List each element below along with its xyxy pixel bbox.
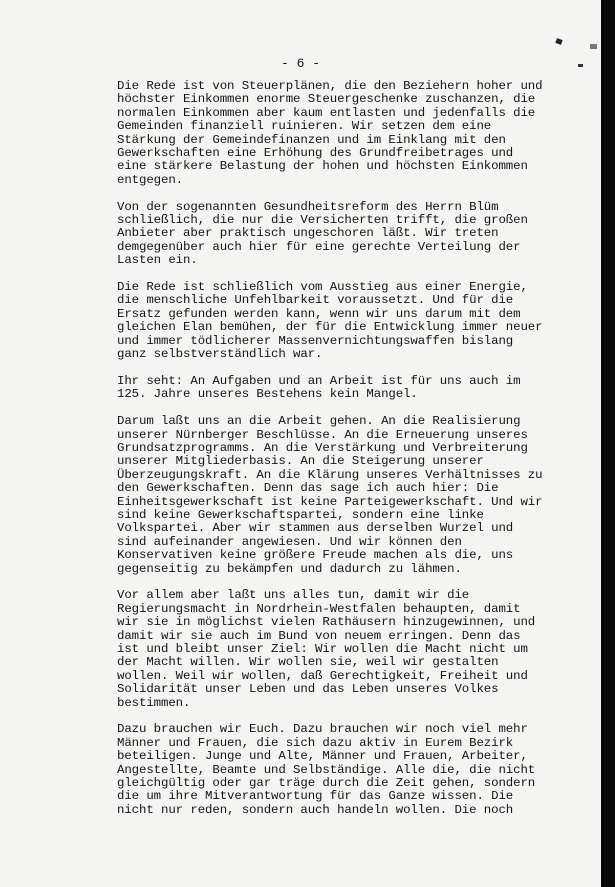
text-line: gegenseitig zu bekämpfen und dadurch zu lähmen. [117,561,462,576]
text-line: unserer Mitgliederbasis. An die Steigerung unserer [117,454,484,469]
scan-mark [578,64,583,67]
scan-edge [601,0,615,887]
text-line: sind aufeinander angewiesen. Und wir können den [117,534,462,549]
paragraph [117,375,597,402]
text-line: Gemeinden finanziell ruinieren. Wir setzen dem eine [117,119,492,134]
text-line: sind keine Gewerkschaftspartei, sondern eine linke [117,507,484,522]
text-line: gleichen Elan bemühen, der für die Entwicklung immer neuer [117,320,543,335]
text-line: Überzeugungskraft. An die Klärung unseres Verhältnisses zu [117,467,543,482]
text-line: die menschliche Unfehlbarkeit voraussetzt. Und für die [117,293,514,308]
text-line: die um ihre Mitverantwortung für das Ganze wissen. Die [117,789,514,804]
paragraph [117,589,597,710]
text-line: Ersatz gefunden werden kann, wenn wir uns darum mit dem [117,306,521,321]
scan-mark [555,38,562,45]
text-line: Die Rede ist schließlich vom Ausstieg aus einer Energie, [117,280,528,295]
text-line: Ihr seht: An Aufgaben und an Arbeit ist für uns auch im [117,373,521,388]
text-line: gleichgültig oder gar träge durch die Zeit gehen, sondern [117,776,536,791]
text-line: nicht nur reden, sondern auch handeln wollen. Die noch [117,802,514,817]
text-line: 125. Jahre unseres Bestehens kein Mangel. [117,387,418,402]
text-line: Solidarität unser Leben und das Leben unseres Volkes [117,682,499,697]
text-line: höchster Einkommen enorme Steuergeschenke zuschanzen, die [117,92,536,107]
paragraph [117,281,597,361]
text-line: und immer tödlicherer Massenvernichtungswaffen bislang [117,333,514,348]
text-line: eine stärkere Belastung der hohen und höchsten Einkommen [117,159,528,174]
text-line: den Gewerkschaften. Denn das sage ich auch hier: Die [117,481,499,496]
text-line: damit wir sie auch im Bund von neuem erringen. Denn das [117,628,521,643]
text-line: Darum laßt uns an die Arbeit gehen. An die Realisierung [117,414,521,429]
text-line: Lasten ein. [117,253,198,268]
text-line: schließlich, die nur die Versicherten trifft, die großen [117,213,528,228]
text-line: ganz selbstverständlich war. [117,347,323,362]
paragraph [117,201,597,268]
text-line: Einheitsgewerkschaft ist keine Parteigewerkschaft. Und wir [117,494,543,509]
text-line: normalen Einkommen aber kaum entlasten und jedenfalls die [117,105,536,120]
text-line: Dazu brauchen wir Euch. Dazu brauchen wir noch viel mehr [117,722,528,737]
text-line: demgegenüber auch hier für eine gerechte Verteilung der [117,239,521,254]
text-line: Vor allem aber laßt uns alles tun, damit wir die [117,588,470,603]
text-line: Stärkung der Gemeindefinanzen und im Einklang mit den [117,132,506,147]
text-line: beteiligen. Junge und Alte, Männer und Frauen, Arbeiter, [117,749,528,764]
paragraph [117,415,597,576]
text-line: Volkspartei. Aber wir stammen aus derselben Wurzel und [117,521,514,536]
paragraph [117,80,597,187]
text-line: bestimmen. [117,695,191,710]
text-line: wir sie in möglichst vielen Rathäusern hinzugewinnen, und [117,615,536,630]
text-line: Regierungsmacht in Nordrhein-Westfalen behaupten, damit [117,601,521,616]
text-line: Gewerkschaften eine Erhöhung des Grundfreibetrages und [117,146,514,161]
text-line: entgegen. [117,172,184,187]
page-number: - 6 - [280,56,320,71]
text-line: Männer und Frauen, die sich dazu aktiv in Eurem Bezirk [117,735,514,750]
text-line: Anbieter aber praktisch ungeschoren läßt. Wir treten [117,226,499,241]
paragraph [117,723,597,817]
text-line: Konservativen keine größere Freude machen als die, uns [117,548,514,563]
text-line: Von der sogenannten Gesundheitsreform des Herrn Blüm [117,199,499,214]
body-text [117,80,597,831]
text-line: Die Rede ist von Steuerplänen, die den Beziehern hoher und [117,79,543,93]
text-line: unserer Nürnberger Beschlüsse. An die Erneuerung unseres [117,427,528,442]
scan-mark [590,44,597,49]
text-line: Angestellte, Beamte und Selbständige. Alle die, die nicht [117,762,536,777]
text-line: Grundsatzprogramms. An die Verstärkung und Verbreiterung [117,440,528,455]
text-line: wollen. Weil wir wollen, daß Gerechtigkeit, Freiheit und [117,668,528,683]
text-line: ist und bleibt unser Ziel: Wir wollen die Macht nicht um [117,641,528,656]
text-line: der Macht willen. Wir wollen sie, weil wir gestalten [117,655,499,670]
